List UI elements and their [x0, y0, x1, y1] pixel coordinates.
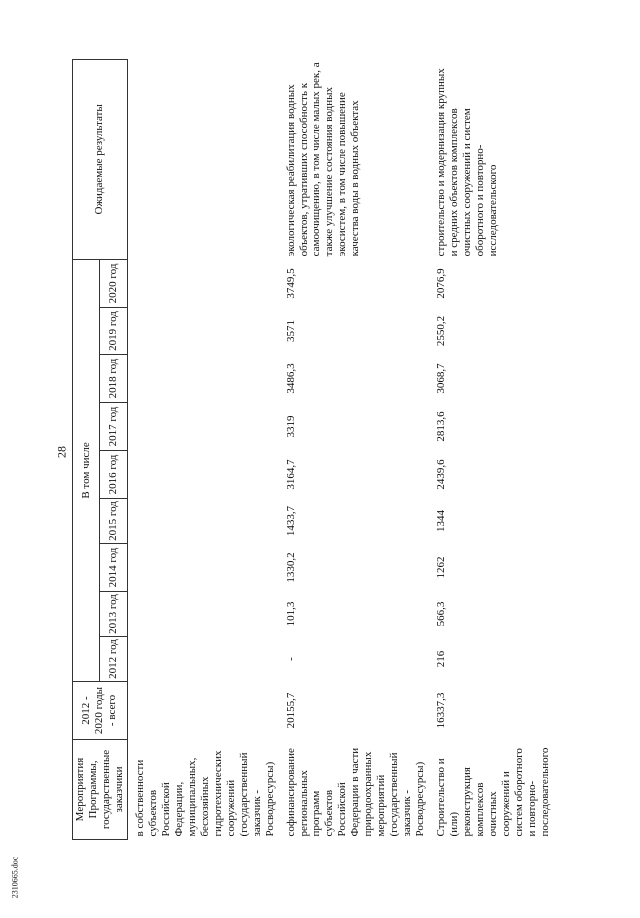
program-table	[72, 59, 558, 840]
row-activity: софинансирование региональных программ субъектов Российской Федерации в части природоохранных мероприятий (государственный заказчик - Росводресурсы)	[284, 747, 427, 837]
row-value: -	[284, 657, 297, 661]
row-value: 1433,7	[284, 505, 297, 537]
header-year-2019: 2019 год	[100, 308, 127, 355]
row-value: 2550,2	[435, 315, 448, 347]
header-results: Ожидаемые результаты	[73, 59, 128, 259]
header-year-2013: 2013 год	[100, 592, 127, 637]
row-value: 2439,6	[435, 459, 448, 490]
row-activity: в собственности субъектов Российской Федерации, муниципальных, бесхозяйных гидротехнических сооружений (государственный заказчик - Росводресурсы)	[133, 750, 276, 837]
table-row	[433, 59, 558, 839]
header-year-2018: 2018 год	[100, 355, 127, 403]
header-row-top	[73, 59, 100, 839]
row-value: 1344	[435, 510, 448, 532]
row-value: 2813,6	[435, 411, 448, 442]
row-value: 3068,7	[435, 363, 448, 394]
row-value	[127, 403, 282, 451]
row-value	[127, 592, 282, 637]
row-value: 3749,5	[284, 268, 297, 299]
row-value	[127, 499, 282, 544]
row-value: 3571	[284, 320, 297, 342]
row-total	[127, 682, 282, 740]
row-results: строительство и модернизация крупных и средних объектов комплексов очистных сооружений и систем оборотного и повторно-исследовательского	[435, 68, 500, 257]
row-results: экологическая реабилитация водных объектов, утративших способность к самоочищению, в том числе малых рек, а также улучшение состояния водных экосистем, в том числе повышение качества воды в водных объектах	[284, 62, 362, 257]
header-group: В том числе	[73, 259, 100, 681]
row-value: 3319	[284, 415, 297, 438]
header-year-2012: 2012 год	[100, 637, 127, 682]
row-value	[127, 637, 282, 682]
row-value: 216	[435, 650, 448, 668]
row-total: 20155,7	[284, 692, 297, 729]
row-value	[127, 355, 282, 403]
row-value: 1262	[435, 556, 448, 579]
table-row	[127, 59, 282, 839]
row-total: 16337,3	[435, 692, 448, 729]
row-value: 3164,7	[284, 459, 297, 490]
row-value: 101,3	[284, 601, 297, 627]
rotated-table-container	[72, 60, 587, 840]
header-year-2016: 2016 год	[100, 451, 127, 499]
header-activity: Мероприятия Программы, государственные заказчики	[73, 740, 128, 840]
header-year-2017: 2017 год	[100, 403, 127, 451]
row-activity: Строительство и (или) реконструкция комплексов очистных сооружений и систем оборотного и повторно-последовательного	[435, 747, 551, 837]
row-value: 3486,3	[284, 363, 297, 394]
row-value	[127, 451, 282, 499]
page-number: 28	[54, 446, 69, 458]
row-value: 2076,9	[435, 268, 448, 299]
header-year-2020: 2020 год	[100, 259, 127, 307]
row-value: 566,3	[435, 601, 448, 627]
header-total: 2012 - 2020 годы - всего	[73, 682, 128, 740]
row-results	[127, 59, 282, 259]
header-year-2014: 2014 год	[100, 544, 127, 592]
row-value	[127, 544, 282, 592]
row-value: 1330,2	[284, 552, 297, 583]
row-value	[127, 308, 282, 355]
header-year-2015: 2015 год	[100, 499, 127, 544]
table-row	[283, 59, 434, 839]
row-value	[127, 259, 282, 307]
footer-file-name: 2310665.doc	[10, 856, 20, 899]
